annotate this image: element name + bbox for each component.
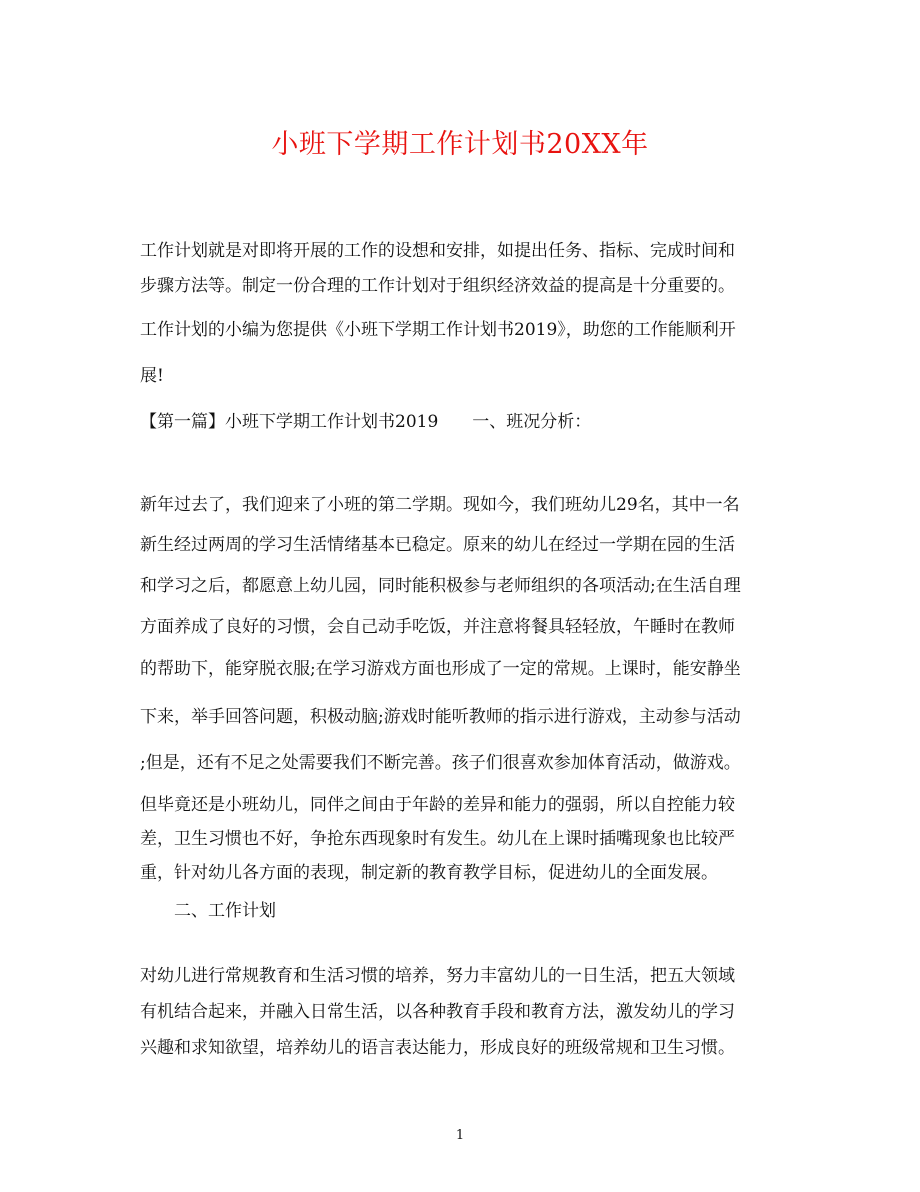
analysis-line: 新生经过两周的学习生活情绪基本已稳定。原来的幼儿在经过一学期在园的生活 [140,535,735,555]
analysis-line: 新年过去了，我们迎来了小班的第二学期。现如今，我们班幼儿29名，其中一名 [140,495,740,515]
analysis-line: ;但是，还有不足之处需要我们不断完善。孩子们很喜欢参加体育活动，做游戏。 [140,753,741,773]
analysis-line: 差，卫生习惯也不好，争抢东西现象时有发生。幼儿在上课时插嘴现象也比较严 [140,829,735,849]
page-number: 1 [455,1128,465,1143]
intro-line: 工作计划的小编为您提供《小班下学期工作计划书2019》，助您的工作能顺利开 [140,320,736,340]
analysis-line: 和学习之后，都愿意上幼儿园，同时能积极参与老师组织的各项活动;在生活自理 [140,576,741,596]
intro-line: 步骤方法等。制定一份合理的工作计划对于组织经济效益的提高是十分重要的。 [140,276,735,296]
intro-line: 展! [140,366,164,386]
analysis-line: 下来，举手回答问题，积极动脑;游戏时能听教师的指示进行游戏，主动参与活动 [140,707,741,727]
document-title: 小班下学期工作计划书20XX年 [271,129,649,160]
intro-line: 工作计划就是对即将开展的工作的设想和安排，如提出任务、指标、完成时间和 [140,241,735,261]
analysis-line: 方面养成了良好的习惯，会自己动手吃饭，并注意将餐具轻轻放，午睡时在教师 [140,617,735,637]
analysis-line: 的帮助下，能穿脱衣服;在学习游戏方面也形成了一定的常规。上课时，能安静坐 [140,659,741,679]
section-heading: 二、工作计划 [140,901,276,921]
plan-line: 有机结合起来，并融入日常生活，以各种教育手段和教育方法，激发幼儿的学习 [140,1002,735,1022]
analysis-line: 重，针对幼儿各方面的表现，制定新的教育教学目标，促进幼儿的全面发展。 [140,863,718,883]
plan-line: 对幼儿进行常规教育和生活习惯的培养，努力丰富幼儿的一日生活，把五大领域 [140,966,735,986]
section-heading: 【第一篇】小班下学期工作计划书2019 一、班况分析： [140,412,592,432]
analysis-line: 但毕竟还是小班幼儿，同伴之间由于年龄的差异和能力的强弱，所以自控能力较 [140,795,735,815]
plan-line: 兴趣和求知欲望，培养幼儿的语言表达能力，形成良好的班级常规和卫生习惯。 [140,1038,735,1058]
